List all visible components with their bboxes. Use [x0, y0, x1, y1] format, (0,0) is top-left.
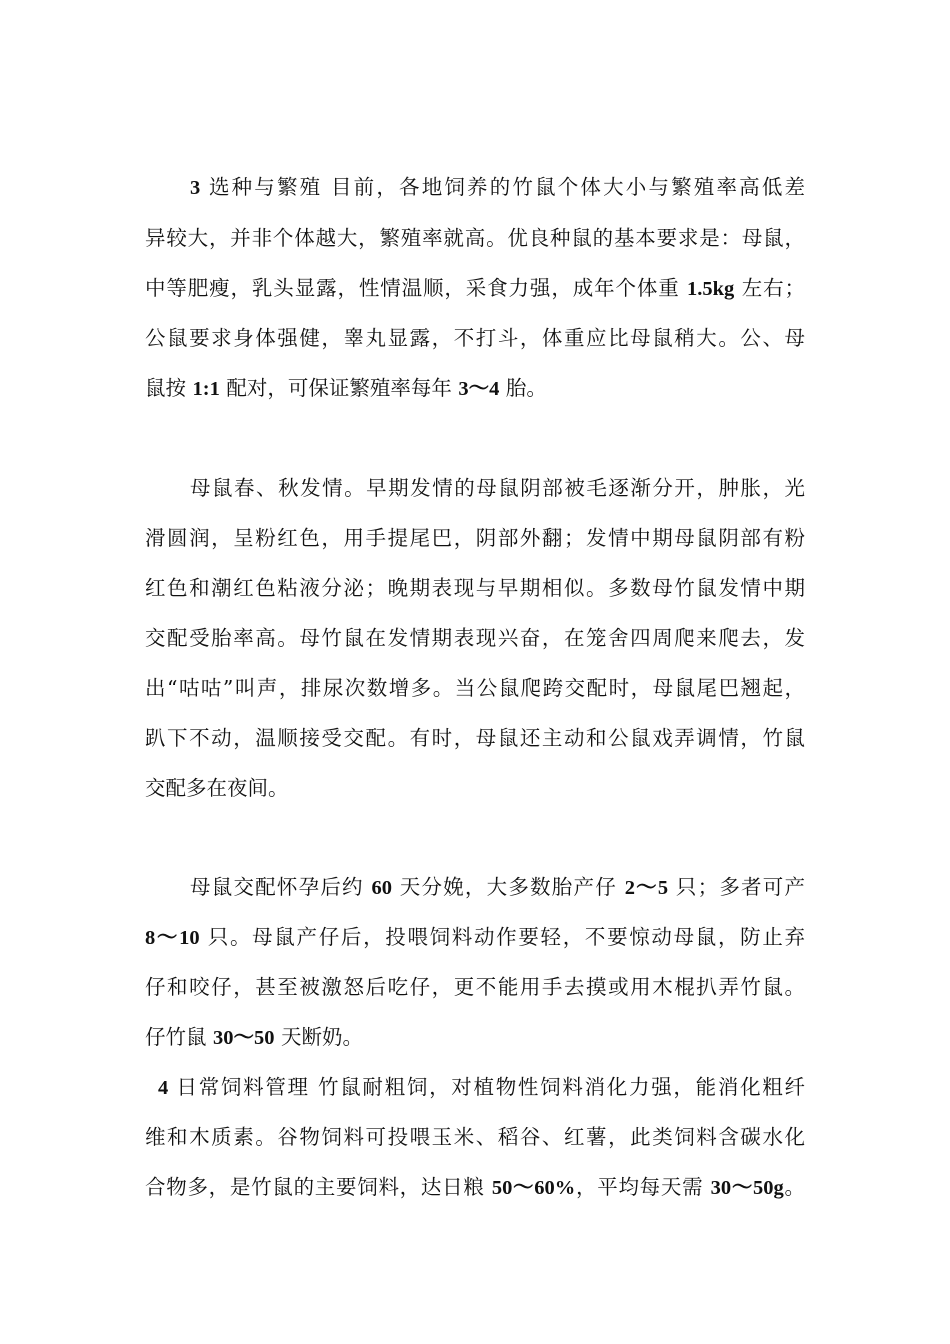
p3-line-2-text: 只。母鼠产仔后，投喂饲料动作要轻，不要惊动母鼠，防止弃	[199, 925, 806, 949]
p4-line-3	[145, 1172, 805, 1202]
weaning-days: 30～50	[213, 1027, 275, 1049]
p1-line-1-text: 选种与繁殖 目前，各地饲养的竹鼠个体大小与繁殖率高低差	[200, 175, 805, 199]
section-number: 3	[190, 177, 201, 199]
p3-line-4	[145, 1022, 805, 1052]
p2-line-3: 红色和潮红色粘液分泌；晚期表现与早期相似。多数母竹鼠发情中期	[145, 576, 805, 600]
p3-line-1	[190, 872, 805, 902]
p3-line-4-text-b: 天断奶。	[274, 1025, 364, 1049]
p4-line-3-text-a: 合物多，是竹鼠的主要饲料，达日粮	[145, 1175, 492, 1199]
p2-line-2: 滑圆润，呈粉红色，用手提尾巴，阴部外翻；发情中期母鼠阴部有粉	[145, 526, 805, 550]
p1-line-2: 异较大，并非个体越大，繁殖率就高。优良种鼠的基本要求是：母鼠，	[145, 226, 805, 250]
p1-line-3-text-a: 中等肥瘦，乳头显露，性情温顺，采食力强，成年个体重	[145, 276, 688, 300]
p1-line-5	[145, 373, 805, 403]
p2-line-1: 母鼠春、秋发情。早期发情的母鼠阴部被毛逐渐分开，肿胀，光	[190, 476, 805, 500]
p4-line-3-text-c: 。	[783, 1175, 806, 1199]
p2-line-6: 趴下不动，温顺接受交配。有时，母鼠还主动和公鼠戏弄调情，竹鼠	[145, 726, 805, 750]
p4-line-3-text-b: ，平均每天需	[575, 1175, 711, 1199]
p4-line-1-text: 日常饲料管理 竹鼠耐粗饲，对植物性饲料消化力强，能消化粗纤	[168, 1075, 805, 1099]
p1-line-5-text-a: 鼠按	[145, 376, 193, 400]
p3-line-1-text-a: 母鼠交配怀孕后约	[190, 875, 372, 899]
p4-line-2: 维和木质素。谷物饲料可投喂玉米、稻谷、红薯，此类饲料含碳水化	[145, 1125, 805, 1149]
p2-line-7: 交配多在夜间。	[145, 776, 289, 800]
p1-line-5-text-c: 胎。	[499, 376, 547, 400]
p2-line-4: 交配受胎率高。母竹鼠在发情期表现兴奋，在笼舍四周爬来爬去，发	[145, 626, 805, 650]
section-number-4: 4	[158, 1077, 169, 1099]
daily-amount: 30～50g	[710, 1177, 784, 1199]
p3-line-3: 仔和咬仔，甚至被激怒后吃仔，更不能用手去摸或用木棍扒弄竹鼠。	[145, 975, 805, 999]
ration-percent: 50～60%	[491, 1177, 576, 1199]
p2-line-5: 出“咕咕”叫声，排尿次数增多。当公鼠爬跨交配时，母鼠尾巴翘起，	[145, 676, 805, 700]
p3-line-1-text-c: 只；多者可产	[668, 875, 805, 899]
p1-line-3	[145, 273, 805, 303]
p1-line-5-text-b: 配对，可保证繁殖率每年	[219, 376, 459, 400]
p1-line-4: 公鼠要求身体强健，睾丸显露，不打斗，体重应比母鼠稍大。公、母	[145, 326, 805, 350]
p3-line-4-text-a: 仔竹鼠	[145, 1025, 214, 1049]
p4-line-1	[158, 1072, 805, 1102]
litter-size: 2～5	[624, 877, 669, 899]
p1-line-1	[190, 172, 805, 202]
p3-line-1-text-b: 天分娩，大多数胎产仔	[392, 875, 625, 899]
p1-line-3-text-b: 左右；	[734, 276, 805, 300]
gestation-days: 60	[371, 877, 392, 899]
max-litter-size: 8～10	[145, 927, 200, 949]
weight-value: 1.5kg	[687, 278, 735, 300]
litters-per-year: 3～4	[458, 378, 500, 400]
p3-line-2	[145, 922, 805, 952]
pairing-ratio: 1:1	[192, 378, 220, 400]
